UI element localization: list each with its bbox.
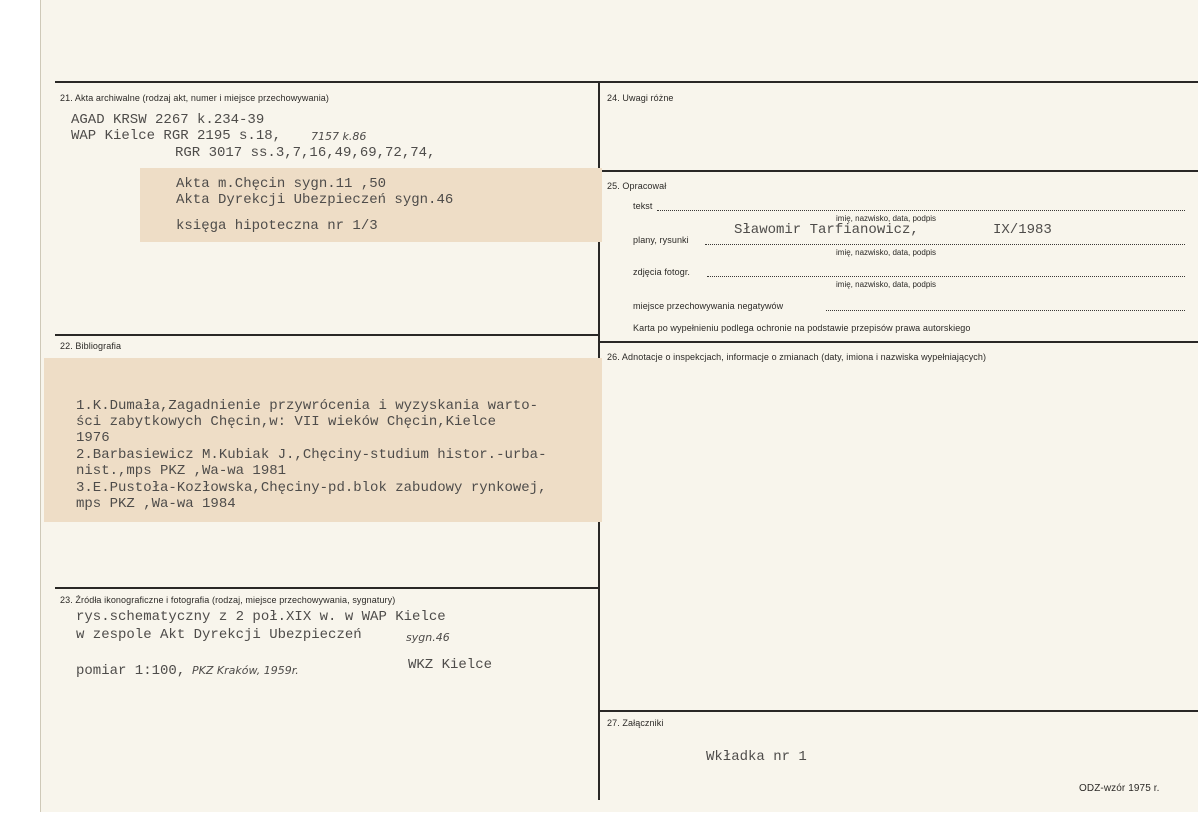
archive-sticker-line-3: księga hipoteczna nr 1/3 xyxy=(176,218,378,234)
text-author-label: tekst xyxy=(633,201,653,211)
section-25-label: 25. Opracował xyxy=(607,181,667,191)
bibliography-line-4: 2.Barbasiewicz M.Kubiak J.,Chęciny-studium histor.-urba- xyxy=(76,447,547,463)
archive-sticker-line-2: Akta Dyrekcji Ubezpieczeń sygn.46 xyxy=(176,192,454,208)
archive-line-1: AGAD KRSW 2267 k.234-39 xyxy=(71,112,265,128)
archive-line-2: WAP Kielce RGR 2195 s.18, xyxy=(71,128,282,144)
section-23-label: 23. Źródła ikonograficzne i fotografia (rodzaj, miejsce przechowywania, sygnatury) xyxy=(60,595,396,605)
top-border-line xyxy=(55,81,1198,83)
section-27-label: 27. Załączniki xyxy=(607,718,664,728)
archive-sticker-line-1: Akta m.Chęcin sygn.11 ,50 xyxy=(176,176,387,192)
negatives-dotted-line xyxy=(826,310,1185,311)
section-24-label: 24. Uwagi różne xyxy=(607,93,674,103)
bibliography-line-6: 3.E.Pustoła-Kozłowska,Chęciny-pd.blok zabudowy rynkowej, xyxy=(76,480,547,496)
attachments-content: Wkładka nr 1 xyxy=(706,749,807,765)
drawings-dotted-line xyxy=(705,244,1185,245)
iconography-line-3-handwritten: PKZ Kraków, 1959r. xyxy=(192,664,299,677)
drawings-label: plany, rysunki xyxy=(633,235,689,245)
photos-caption: imię, nazwisko, data, podpis xyxy=(836,280,937,289)
photos-label: zdjęcia fotogr. xyxy=(633,267,691,277)
archive-line-2-handwritten: 7157 k.86 xyxy=(311,130,367,143)
form-template-id: ODZ-wzór 1975 r. xyxy=(1079,783,1160,794)
text-author-dotted-line xyxy=(657,210,1185,211)
divider-24-25 xyxy=(600,170,1198,172)
drawings-author: Sławomir Tarfianowicz, xyxy=(734,222,919,238)
divider-25-26 xyxy=(600,341,1198,343)
text-author-caption: imię, nazwisko, data, podpis xyxy=(836,214,937,223)
bibliography-line-7: mps PKZ ,Wa-wa 1984 xyxy=(76,496,236,512)
divider-26-27 xyxy=(600,710,1198,712)
divider-21-22 xyxy=(55,334,598,336)
drawings-date: IX/1983 xyxy=(993,222,1052,238)
photos-dotted-line xyxy=(707,276,1185,277)
iconography-line-3: pomiar 1:100, xyxy=(76,663,186,679)
section-21-label: 21. Akta archiwalne (rodzaj akt, numer i miejsce przechowywania) xyxy=(60,93,330,103)
bibliography-line-2: ści zabytkowych Chęcin,w: VII wieków Chęcin,Kielce xyxy=(76,414,497,430)
archive-line-3: RGR 3017 ss.3,7,16,49,69,72,74, xyxy=(175,145,436,161)
bibliography-line-5: nist.,mps PKZ ,Wa-wa 1981 xyxy=(76,463,287,479)
iconography-line-2: w zespole Akt Dyrekcji Ubezpieczeń xyxy=(76,627,362,643)
divider-22-23 xyxy=(55,587,598,589)
iconography-line-1: rys.schematyczny z 2 poł.XIX w. w WAP Kielce xyxy=(76,609,446,625)
iconography-line-2-handwritten: sygn.46 xyxy=(406,631,450,644)
section-22-label: 22. Bibliografia xyxy=(60,341,122,351)
copyright-note: Karta po wypełnieniu podlega ochronie na podstawie przepisów prawa autorskiego xyxy=(633,323,971,333)
bibliography-line-3: 1976 xyxy=(76,430,110,446)
negatives-label: miejsce przechowywania negatywów xyxy=(633,301,784,311)
bibliography-line-1: 1.K.Dumała,Zagadnienie przywrócenia i wyzyskania warto- xyxy=(76,398,539,414)
iconography-line-3-wkz: WKZ Kielce xyxy=(408,657,493,673)
drawings-caption: imię, nazwisko, data, podpis xyxy=(836,248,937,257)
section-26-label: 26. Adnotacje o inspekcjach, informacje o zmianach (daty, imiona i nazwiska wypełniających) xyxy=(607,352,987,362)
page-bottom-margin xyxy=(40,812,1198,822)
